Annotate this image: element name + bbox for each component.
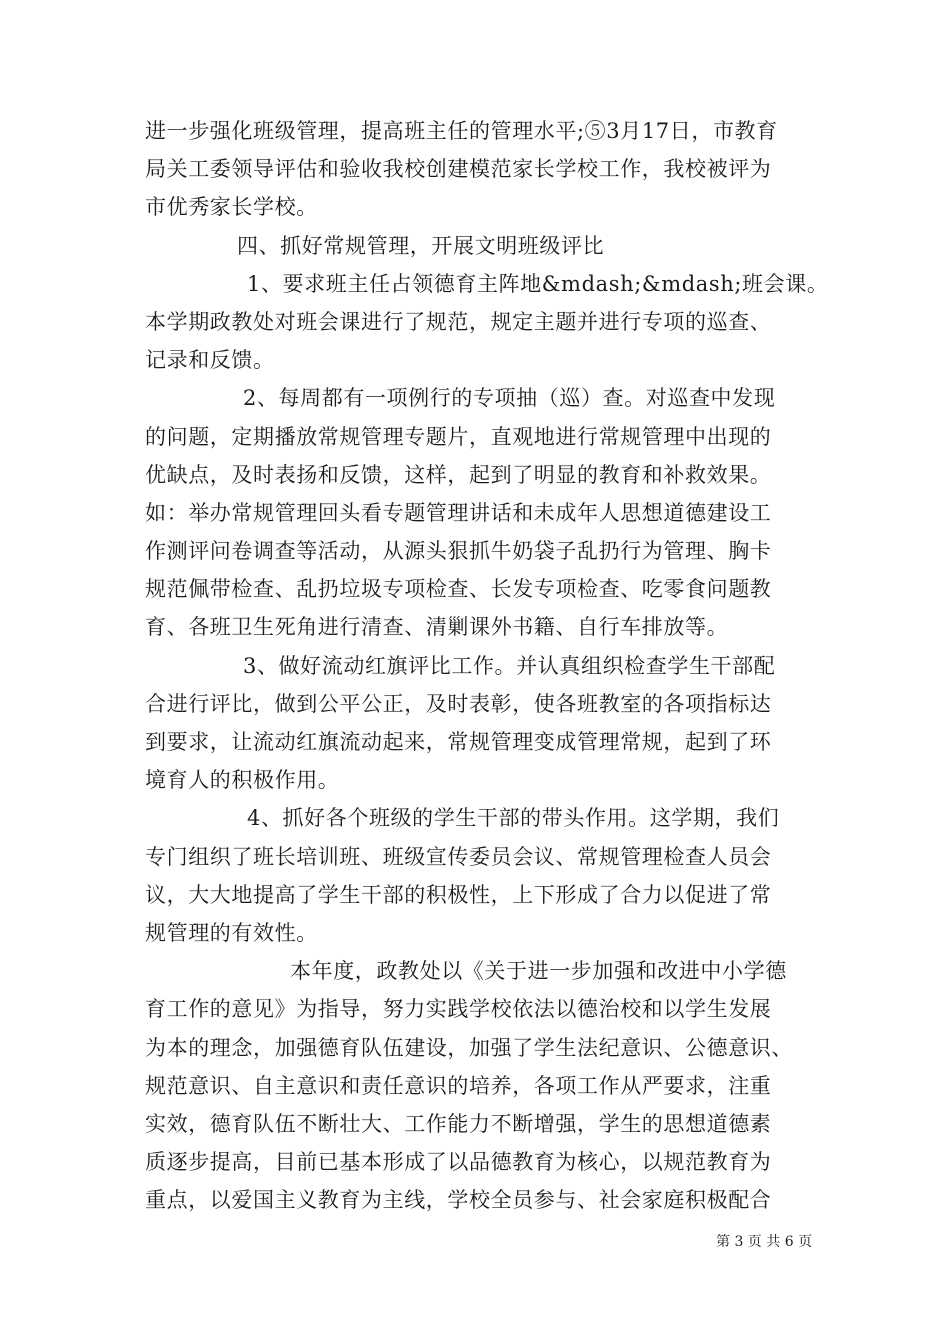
text-line: 议，大大地提高了学生干部的积极性，上下形成了合力以促进了常: [145, 882, 772, 907]
text-line: 育工作的意见》为指导，努力实践学校依法以德治校和以学生发展: [145, 997, 772, 1022]
text-line: 专门组织了班长培训班、班级宣传委员会议、常规管理检查人员会: [145, 844, 772, 869]
text-line: 的问题，定期播放常规管理专题片，直观地进行常规管理中出现的: [145, 424, 772, 449]
text-line: 到要求，让流动红旗流动起来，常规管理变成管理常规，起到了环: [145, 730, 772, 754]
text-line: 质逐步提高，目前已基本形成了以品德教育为核心，以规范教育为: [145, 1150, 772, 1175]
paragraph-item-1: 1、要求班主任占领德育主阵地&mdash;&mdash;班会课。: [247, 271, 829, 296]
text-line: 实效，德育队伍不断壮大、工作能力不断增强，学生的思想道德素: [145, 1111, 772, 1136]
document-body: [145, 112, 829, 1219]
section-heading: 四、抓好常规管理，开展文明班级评比: [237, 233, 605, 258]
paragraph-item-2: 2、每周都有一项例行的专项抽（巡）查。对巡查中发现: [243, 386, 776, 411]
text-line: 规范佩带检查、乱扔垃圾专项检查、长发专项检查、吃零食问题教: [145, 577, 772, 602]
paragraph-item-4: 4、抓好各个班级的学生干部的带头作用。这学期，我们: [247, 806, 780, 831]
text-line: 为本的理念，加强德育队伍建设，加强了学生法纪意识、公德意识、: [145, 1035, 793, 1060]
text-line: 进一步强化班级管理，提高班主任的管理水平;⑤3月17日，市教育: [145, 119, 778, 143]
page-number-footer: 第 3 页 共 6 页: [716, 1234, 813, 1250]
text-line: 重点，以爱国主义教育为主线，学校全员参与、社会家庭积极配合: [145, 1188, 772, 1213]
text-line: 市优秀家长学校。: [145, 195, 318, 220]
text-line: 育、各班卫生死角进行清查、清剿课外书籍、自行车排放等。: [145, 615, 729, 640]
text-line: 合进行评比，做到公平公正，及时表彰，使各班教室的各项指标达: [145, 691, 772, 716]
text-line: 规范意识、自主意识和责任意识的培养，各项工作从严要求，注重: [145, 1073, 772, 1098]
text-line: 局关工委领导评估和验收我校创建模范家长学校工作，我校被评为: [145, 157, 772, 182]
text-line: 境育人的积极作用。: [145, 768, 340, 793]
paragraph-item-3: 3、做好流动红旗评比工作。并认真组织检查学生干部配: [243, 653, 776, 678]
text-line: 作测评问卷调查等活动，从源头狠抓牛奶袋子乱扔行为管理、胸卡: [145, 539, 772, 564]
text-line: 优缺点，及时表扬和反馈，这样，起到了明显的教育和补救效果。: [145, 462, 772, 487]
text-line: 本学期政教处对班会课进行了规范，规定主题并进行专项的巡查、: [145, 309, 772, 334]
text-line: 记录和反馈。: [145, 348, 275, 373]
summary-paragraph-start: 本年度，政教处以《关于进一步加强和改进中小学德: [290, 959, 787, 984]
text-line: 规管理的有效性。: [145, 920, 318, 945]
text-line: 如：举办常规管理回头看专题管理讲话和未成年人思想道德建设工: [145, 500, 772, 525]
